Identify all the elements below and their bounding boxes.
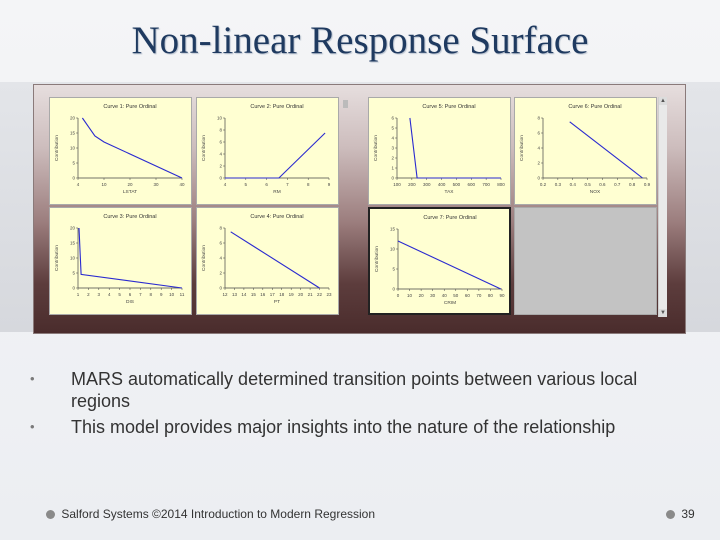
y-tick-label: 6	[219, 139, 222, 145]
y-tick-label: 5	[72, 270, 75, 276]
x-tick-label: 100	[393, 182, 401, 187]
vertical-scrollbar[interactable]	[658, 97, 667, 317]
y-tick-label: 5	[392, 266, 395, 272]
bullet-text: MARS automatically determined transition points between various local regions	[71, 369, 638, 411]
chart-cell-empty	[514, 207, 657, 315]
y-axis-label: Contribution	[55, 135, 60, 161]
bullet-item	[30, 416, 670, 438]
y-tick-label: 8	[219, 127, 222, 133]
y-tick-label: 0	[391, 175, 394, 181]
y-tick-label: 3	[391, 145, 394, 151]
chart-title: Curve 5: Pure Ordinal	[422, 104, 476, 110]
series-line	[398, 241, 501, 289]
y-tick-label: 2	[219, 163, 222, 169]
x-tick-label: 200	[408, 182, 416, 187]
x-axis-label: LSTAT	[122, 190, 138, 195]
y-tick-label: 15	[69, 130, 75, 136]
y-tick-label: 8	[219, 225, 222, 231]
bullet-item	[30, 368, 670, 412]
y-tick-label: 10	[69, 255, 75, 261]
x-tick-label: 20	[418, 293, 424, 298]
x-tick-label: 10	[101, 182, 107, 187]
x-tick-label: 16	[260, 292, 266, 297]
x-tick-label: 0.8	[629, 182, 636, 187]
x-axis-label: TAX	[444, 190, 454, 195]
y-tick-label: 10	[69, 145, 75, 151]
y-tick-label: 4	[219, 151, 222, 157]
x-tick-label: 4	[223, 182, 227, 187]
y-tick-label: 5	[72, 160, 75, 166]
y-tick-label: 10	[216, 115, 222, 121]
x-tick-label: 4	[76, 182, 80, 187]
x-tick-label: 5	[244, 182, 248, 187]
y-tick-label: 6	[391, 115, 394, 121]
x-tick-label: 80	[487, 293, 493, 298]
x-tick-label: 20	[298, 292, 304, 297]
x-tick-label: 1	[76, 292, 80, 297]
page-number-text: 39	[681, 507, 695, 521]
x-tick-label: 5	[118, 292, 121, 297]
series-line	[82, 118, 182, 178]
x-tick-label: 30	[153, 182, 159, 187]
footer-dot-icon	[46, 510, 55, 519]
x-tick-label: 600	[467, 182, 476, 187]
x-axis-label: DIS	[126, 300, 134, 305]
y-tick-label: 4	[537, 145, 540, 151]
chart-cell-6[interactable]	[196, 207, 339, 315]
y-tick-label: 15	[69, 240, 75, 246]
x-tick-label: 18	[279, 292, 285, 297]
x-tick-label: 6	[128, 292, 132, 297]
y-axis-label: Contribution	[55, 245, 60, 271]
x-tick-label: 700	[482, 182, 490, 187]
x-tick-label: 14	[241, 292, 247, 297]
y-tick-label: 5	[391, 125, 394, 131]
x-tick-label: 30	[430, 293, 436, 298]
x-tick-label: 8	[149, 292, 153, 297]
x-tick-label: 10	[407, 293, 413, 298]
page-number	[666, 507, 695, 521]
y-axis-label: Contribution	[374, 135, 379, 161]
x-tick-label: 9	[327, 182, 331, 187]
x-tick-label: 40	[441, 293, 447, 298]
series-line	[570, 122, 643, 178]
x-tick-label: 0.5	[584, 182, 591, 187]
y-axis-label: Contribution	[520, 135, 525, 161]
x-tick-label: 300	[422, 182, 431, 187]
x-axis-label: CRIM	[443, 301, 457, 306]
page-dot-icon	[666, 510, 675, 519]
curve-chart	[197, 98, 338, 204]
bullet-text: This model provides major insights into the nature of the relationship	[71, 417, 616, 437]
y-tick-label: 6	[219, 240, 222, 246]
x-tick-label: 0.7	[614, 182, 621, 187]
x-tick-label: 50	[453, 293, 459, 298]
x-tick-label: 20	[127, 182, 133, 187]
x-tick-label: 60	[464, 293, 470, 298]
chart-title: Curve 3: Pure Ordinal	[103, 214, 157, 220]
x-tick-label: 21	[307, 292, 313, 297]
x-tick-label: 9	[159, 292, 163, 297]
chart-title: Curve 6: Pure Ordinal	[568, 104, 622, 110]
curve-chart	[197, 208, 338, 314]
y-axis-label: Contribution	[202, 245, 207, 271]
chart-cell-3[interactable]	[368, 97, 511, 205]
y-tick-label: 2	[537, 160, 540, 166]
x-tick-label: 7	[139, 292, 142, 297]
y-tick-label: 20	[69, 115, 75, 121]
x-tick-label: 0.2	[539, 182, 547, 187]
footer	[46, 507, 375, 521]
x-tick-label: 19	[288, 292, 294, 297]
x-tick-label: 0.4	[569, 182, 576, 187]
x-tick-label: 15	[250, 292, 256, 297]
bullet-list	[30, 368, 670, 442]
x-axis-label: RM	[273, 190, 281, 195]
y-tick-label: 8	[537, 115, 540, 121]
y-tick-label: 15	[389, 226, 395, 232]
chart-cell-5[interactable]	[49, 207, 192, 315]
y-tick-label: 4	[219, 255, 222, 261]
y-axis-label: Contribution	[202, 135, 207, 161]
bullet-dot-icon: •	[30, 371, 35, 386]
y-tick-label: 6	[537, 130, 540, 136]
x-tick-label: 10	[169, 292, 175, 297]
series-line	[225, 133, 325, 178]
x-axis-label: NOX	[589, 190, 601, 195]
x-tick-label: 800	[497, 182, 505, 187]
x-tick-label: 0.3	[554, 182, 561, 187]
chart-cell-4[interactable]	[514, 97, 657, 205]
y-tick-label: 0	[72, 175, 75, 181]
series-line	[79, 228, 182, 288]
y-tick-label: 20	[69, 225, 75, 231]
y-tick-label: 4	[391, 135, 394, 141]
x-tick-label: 22	[317, 292, 323, 297]
y-tick-label: 0	[219, 285, 222, 291]
series-line	[231, 232, 320, 288]
chart-title: Curve 1: Pure Ordinal	[103, 104, 157, 110]
y-tick-label: 0	[219, 175, 222, 181]
chart-title: Curve 7: Pure Ordinal	[423, 215, 477, 221]
curve-chart	[50, 98, 191, 204]
x-tick-label: 23	[326, 292, 332, 297]
chart-cell-2[interactable]	[196, 97, 339, 205]
x-tick-label: 500	[452, 182, 461, 187]
x-tick-label: 6	[265, 182, 268, 187]
x-tick-label: 8	[306, 182, 310, 187]
y-tick-label: 0	[72, 285, 75, 291]
x-tick-label: 400	[437, 182, 446, 187]
chart-title: Curve 4: Pure Ordinal	[250, 214, 304, 220]
x-tick-label: 40	[179, 182, 185, 187]
x-tick-label: 0.6	[599, 182, 606, 187]
bullet-dot-icon: •	[30, 419, 35, 434]
y-tick-label: 0	[537, 175, 540, 181]
x-tick-label: 12	[222, 292, 228, 297]
chart-cell-1[interactable]	[49, 97, 192, 205]
y-axis-label: Contribution	[375, 246, 380, 272]
curve-chart	[369, 98, 510, 204]
x-tick-label: 17	[269, 292, 275, 297]
curve-chart	[370, 209, 511, 315]
y-tick-label: 2	[219, 270, 222, 276]
curve-chart	[50, 208, 191, 314]
y-tick-label: 10	[389, 246, 395, 252]
x-tick-label: 7	[286, 182, 289, 187]
series-line	[410, 118, 501, 178]
x-tick-label: 3	[97, 292, 101, 297]
scroll-up-arrow-icon[interactable]: ▲	[660, 98, 666, 104]
x-tick-label: 13	[231, 292, 237, 297]
x-tick-label: 90	[499, 293, 505, 298]
x-tick-label: 11	[179, 292, 185, 297]
splitter-handle[interactable]	[343, 100, 348, 108]
x-tick-label: 0.9	[643, 182, 651, 187]
chart-cell-7[interactable]	[368, 207, 511, 315]
scroll-down-arrow-icon[interactable]: ▼	[660, 310, 666, 316]
curve-chart	[515, 98, 656, 204]
y-tick-label: 2	[391, 155, 394, 161]
slide-title: Non-linear Response Surface	[131, 19, 589, 62]
x-axis-label: PT	[273, 300, 281, 305]
chart-title: Curve 2: Pure Ordinal	[250, 104, 304, 110]
x-tick-label: 2	[87, 292, 90, 297]
x-tick-label: 70	[476, 293, 482, 298]
y-tick-label: 1	[391, 165, 394, 171]
footer-text: Salford Systems ©2014 Introduction to Modern Regression	[61, 507, 376, 521]
y-tick-label: 0	[392, 286, 395, 292]
x-tick-label: 0	[396, 293, 400, 298]
x-tick-label: 4	[107, 292, 111, 297]
